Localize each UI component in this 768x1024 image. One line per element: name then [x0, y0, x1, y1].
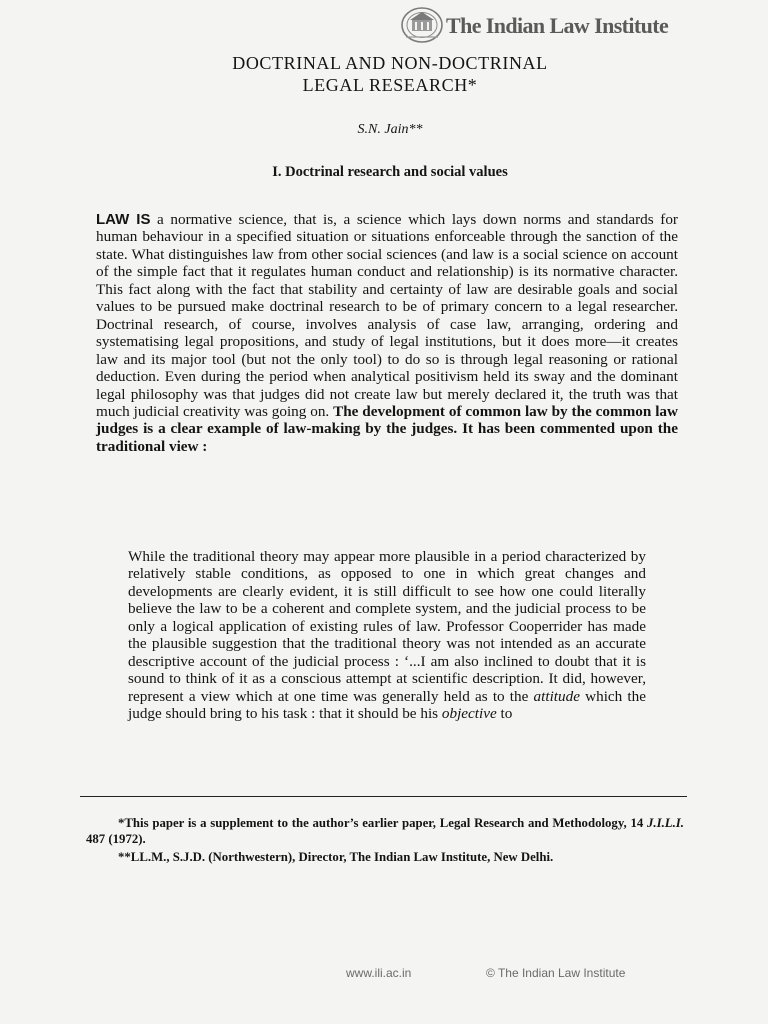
paragraph-emphasis: The development of common law by the common law judges is a clear example of law-making by the judges. It has been commented upon the traditional view : [96, 402, 678, 455]
paragraph-text: a normative science, that is, a science which lays down norms and standards for human behaviour in a specified situation or situations enforceable through the sanction of the state. What distinguishes law from other social sciences (and law is a social science on account of the simple fact that it regulates human conduct and relationship) is its normative character. This fact along with the fact that stability and certainty of law are desirable goals and social values to be pursued make doctrinal research to be of primary concern to a legal researcher. Doctrinal research, of course, involves analysis of case law, arranging, ordering and systematising legal propositions, and study of legal institutions, but it does more—it creates law and its major tool (but not the only tool) to do so is through legal reasoning or rational deduction. Even during the period when analytical positivism held its sway and the dominant legal philosophy was that judges did not create law but merely declared it, the truth was that much judicial creativity was going on. [96, 211, 678, 420]
body-paragraph [96, 211, 678, 455]
footnote-divider [80, 796, 687, 797]
footnote-1-journal: J.I.L.I. [647, 816, 684, 830]
footer-copyright: © The Indian Law Institute [486, 966, 626, 980]
institute-seal-icon [400, 6, 444, 44]
article-title-line-2: LEGAL RESEARCH* [302, 75, 478, 95]
footnote-1 [86, 815, 684, 847]
paragraph-lead: LAW IS [96, 211, 151, 228]
footer-website-link[interactable]: www.ili.ac.in [346, 966, 412, 980]
quote-text-2: which the judge should bring to his task : that it should be his [128, 687, 646, 723]
block-quote [128, 548, 646, 723]
article-title-line-1: DOCTRINAL AND NON-DOCTRINAL [232, 53, 548, 73]
quote-text-1: While the traditional theory may appear more plausible in a period characterized by relatively stable conditions, as opposed to one in which great changes and developments are clearly evident, it is still difficult to see how one could literally believe the law to be a coherent and complete system, and the judicial process to be only a logical application of existing rules of law. Professor Cooperrider has made the plausible suggestion that the traditional theory was not intended as an accurate descriptive account of the judicial process : ‘...I am also inclined to doubt that it is sound to think of it as a conscious attempt at scientific description. It did, however, represent a view which at one time was generally held as to the [128, 548, 646, 705]
footnote-2: **LL.M., S.J.D. (Northwestern), Director, The Indian Law Institute, New Delhi. [118, 850, 554, 864]
institute-name: The Indian Law Institute [446, 13, 669, 38]
page-header [400, 4, 730, 48]
quote-italic-objective: objective [441, 705, 497, 723]
footnote-1-text-a: *This paper is a supplement to the author’s earlier paper, Legal Research and Methodology, 14 [118, 816, 648, 830]
quote-text-3: to [496, 705, 513, 723]
footnote-1-text-b: 487 (1972). [86, 832, 146, 846]
author-name: S.N. Jain** [357, 122, 423, 137]
quote-italic-attitude: attitude [533, 687, 580, 705]
section-heading: I. Doctrinal research and social values [272, 164, 508, 180]
